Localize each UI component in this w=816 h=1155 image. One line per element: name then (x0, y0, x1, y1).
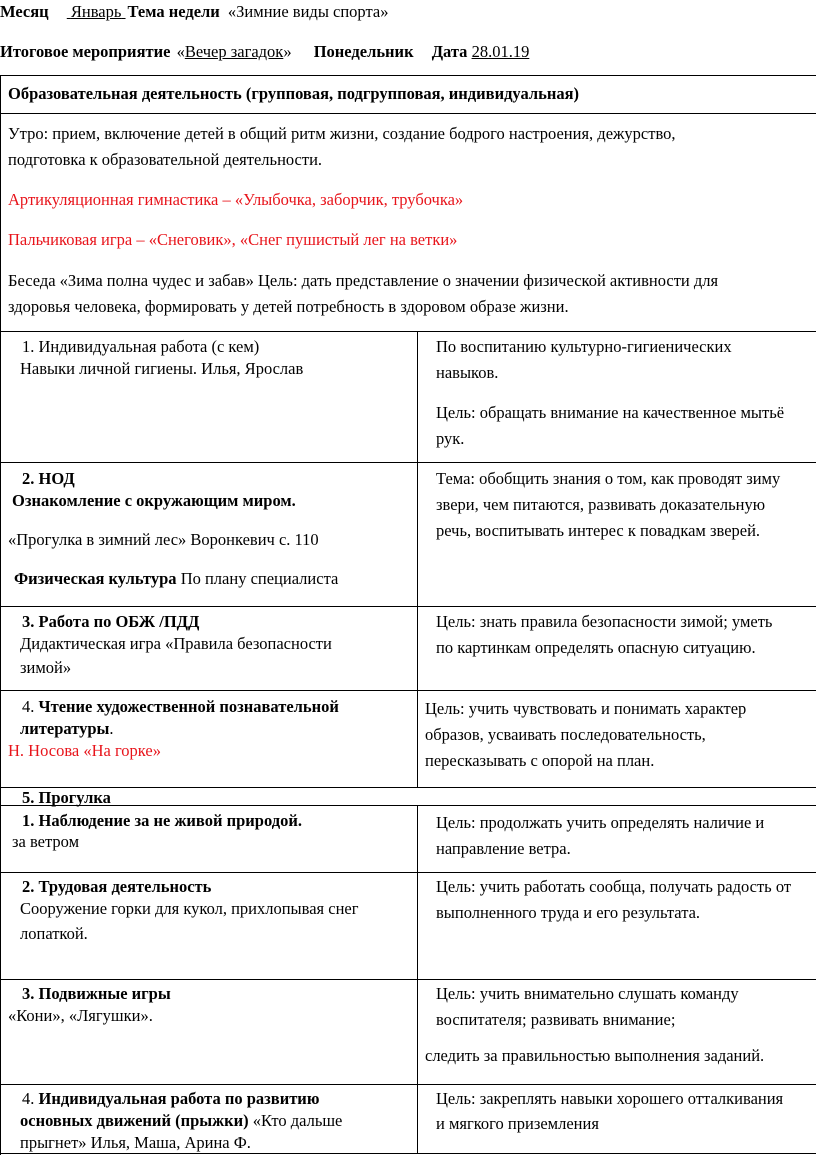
r1-right-4: рук. (436, 429, 465, 448)
month-value: Январь (70, 2, 122, 21)
r7-right-1: Цель: учить работать сообща, получать радость от (436, 877, 792, 896)
r2-left-1: 2. НОД (22, 469, 75, 488)
r6-right-1: Цель: продолжать учить определять наличие и (436, 813, 765, 832)
r1-left-2: Навыки личной гигиены. Илья, Ярослав (20, 359, 304, 378)
r8-right-1: Цель: учить внимательно слушать команду (436, 984, 739, 1003)
r4-left-1-bold: Чтение художественной познавательной (38, 697, 339, 716)
r3-left-3: зимой» (20, 658, 72, 677)
r1-right-1: По воспитанию культурно-гигиенических (436, 337, 732, 356)
talk-line-1: Беседа «Зима полна чудес и забав» Цель: дать представление о значении физической активности для (8, 271, 719, 290)
r3-right-2: по картинкам определять опасную ситуацию. (436, 638, 756, 657)
r7-left-1: 2. Трудовая деятельность (22, 877, 212, 896)
articulation-gymnastics: Артикуляционная гимнастика – «Улыбочка, заборчик, трубочка» (8, 190, 464, 209)
finger-game: Пальчиковая игра – «Снеговик», «Снег пушистый лег на ветки» (8, 230, 458, 249)
r6-left-2: за ветром (12, 832, 80, 851)
event-label: Итоговое мероприятие (0, 42, 171, 61)
row-divider (0, 462, 816, 463)
r6-right-2: направление ветра. (436, 839, 571, 858)
r4-left-1 (22, 697, 339, 717)
r4-left-2-dot: . (109, 719, 114, 738)
row-divider (0, 872, 816, 873)
r9-right-2: и мягкого приземления (436, 1114, 599, 1133)
r2-right-3: речь, воспитывать интерес к повадкам зверей. (436, 521, 761, 540)
morning-line-2: подготовка к образовательной деятельности. (8, 150, 323, 169)
table-border-top (0, 75, 816, 76)
r9-left-1 (22, 1089, 319, 1109)
row-divider (0, 979, 816, 980)
header-event-line (0, 42, 529, 62)
r9-left-3: прыгнет» Илья, Маша, Арина Ф. (20, 1133, 251, 1152)
column-divider (417, 805, 418, 1153)
r9-left-1-bold: Индивидуальная работа по развитию (38, 1089, 320, 1108)
walk-title: 5. Прогулка (22, 788, 111, 807)
r9-left-2-rest: «Кто дальше (248, 1111, 343, 1130)
date-label: Дата (431, 42, 468, 61)
r3-right-1: Цель: знать правила безопасности зимой; уметь (436, 612, 773, 631)
r2-left-2: Ознакомление с окружающим миром. (12, 491, 296, 510)
r7-left-3: лопаткой. (20, 924, 88, 943)
date-value: 28.01.19 (471, 42, 530, 61)
r2-right-1: Тема: обобщить знания о том, как проводят зиму (436, 469, 781, 488)
r8-right-3: следить за правильностью выполнения заданий. (425, 1046, 765, 1065)
r9-left-2 (20, 1111, 342, 1131)
r4-left-1-num: 4. (22, 697, 39, 716)
event-value: «Вечер загадок» (176, 42, 292, 61)
row-divider (0, 606, 816, 607)
row-divider (0, 805, 816, 806)
r4-right-3: пересказывать с опорой на план. (425, 751, 655, 770)
column-divider (417, 331, 418, 787)
row-divider (0, 1084, 816, 1085)
r4-right-2: образов, усваивать последовательность, (425, 725, 706, 744)
r9-right-1: Цель: закреплять навыки хорошего отталкивания (436, 1089, 784, 1108)
r9-left-2-bold: основных движений (прыжки) (20, 1111, 249, 1130)
r2-left-4-rest: По плану специалиста (176, 569, 339, 588)
r8-right-2: воспитателя; развивать внимание; (436, 1010, 676, 1029)
r7-right-2: выполненного труда и его результата. (436, 903, 701, 922)
r4-right-1: Цель: учить чувствовать и понимать характер (425, 699, 747, 718)
row-divider (0, 331, 816, 332)
section-title: Образовательная деятельность (групповая, подгрупповая, индивидуальная) (8, 84, 580, 103)
row-divider (0, 787, 816, 788)
month-label: Месяц (0, 2, 49, 21)
r2-left-4 (14, 569, 338, 589)
r7-left-2: Сооружение горки для кукол, прихлопывая снег (20, 899, 359, 918)
r3-left-2: Дидактическая игра «Правила безопасности (20, 634, 332, 653)
r4-left-2-bold: литературы (20, 719, 110, 738)
row-divider (0, 690, 816, 691)
table-border-left (0, 75, 1, 1155)
r9-left-1-num: 4. (22, 1089, 39, 1108)
r1-right-3: Цель: обращать внимание на качественное мытьё (436, 403, 785, 422)
r8-left-1: 3. Подвижные игры (22, 984, 171, 1003)
r4-left-2 (20, 719, 114, 739)
r3-left-1: 3. Работа по ОБЖ /ПДД (22, 612, 200, 631)
r4-left-3: Н. Носова «На горке» (8, 741, 161, 760)
theme-value: «Зимние виды спорта» (227, 2, 389, 21)
r2-left-3: «Прогулка в зимний лес» Воронкевич с. 110 (8, 530, 319, 549)
talk-line-2: здоровья человека, формировать у детей потребность в здоровом образе жизни. (8, 297, 569, 316)
r1-left-1: 1. Индивидуальная работа (с кем) (22, 337, 260, 356)
header-month-line (0, 2, 388, 22)
day-label: Понедельник (313, 42, 414, 61)
theme-label: Тема недели (127, 2, 220, 21)
row-divider (0, 113, 816, 114)
r6-left-1: 1. Наблюдение за не живой природой. (22, 811, 302, 830)
morning-line-1: Утро: прием, включение детей в общий ритм жизни, создание бодрого настроения, дежурство, (8, 124, 676, 143)
r2-left-4-bold: Физическая культура (14, 569, 177, 588)
r8-left-2: «Кони», «Лягушки». (8, 1006, 153, 1025)
r2-right-2: звери, чем питаются, развивать доказательную (436, 495, 766, 514)
table-border-bottom (0, 1153, 816, 1154)
r1-right-2: навыков. (436, 363, 499, 382)
